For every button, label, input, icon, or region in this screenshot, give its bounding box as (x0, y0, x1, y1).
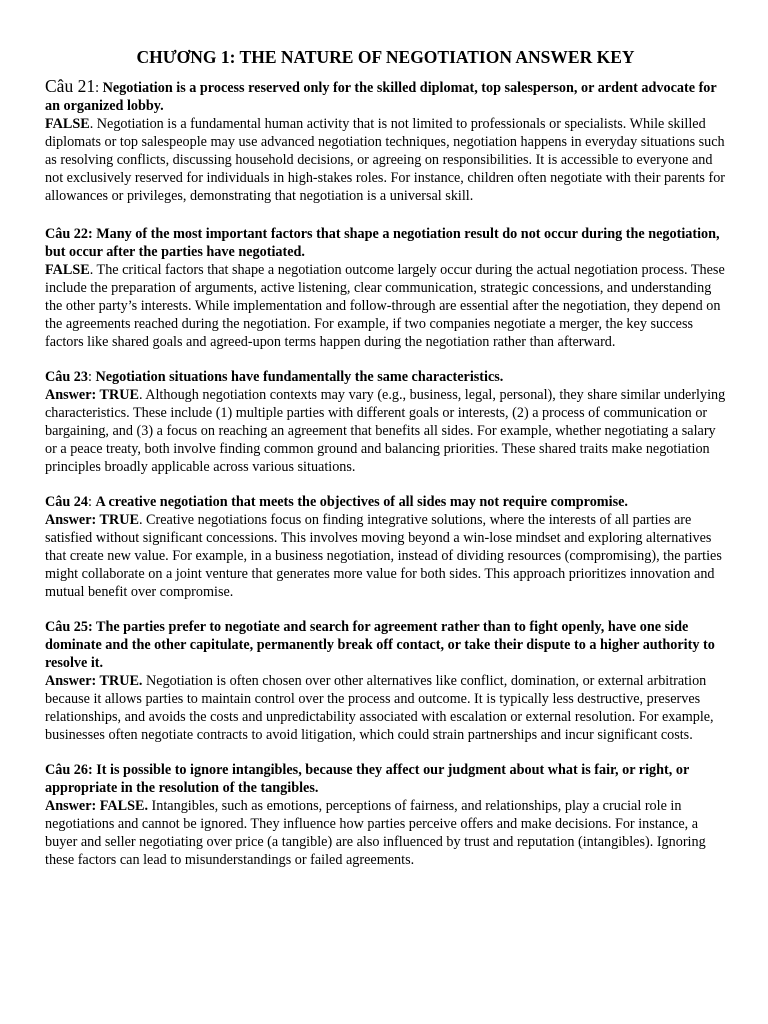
question-block-26 (45, 761, 726, 869)
answer-label: Answer: TRUE. (45, 673, 143, 689)
question: Câu 22: Many of the most important factors that shape a negotiation result do not occur during the negotiation, but occur after the parties have negotiated. (45, 226, 720, 260)
question-text: It is possible to ignore intangibles, because they affect our judgment about what is fair, or right, or appropriate in the resolution of the tangibles. (45, 762, 689, 796)
question-number: Câu 24 (45, 494, 88, 510)
answer (45, 386, 726, 476)
question: Câu 23: Negotiation situations have fundamentally the same characteristics. (45, 369, 504, 385)
question-block-22 (45, 225, 726, 351)
question: Câu 25: The parties prefer to negotiate and search for agreement rather than to fight openly, have one side dominate and the other capitulate, permanently break off contact, or take their dispute to a higher authority to resolve it. (45, 619, 715, 671)
question-number: Câu 26 (45, 762, 88, 778)
answer (45, 115, 726, 205)
question: Câu 26: It is possible to ignore intangibles, because they affect our judgment about what is fair, or right, or appropriate in the resolution of the tangibles. (45, 762, 689, 796)
answer-text: Intangibles, such as emotions, perceptions of fairness, and relationships, play a crucial role in negotiations and cannot be ignored. They influence how parties perceive offers and make decisions. For instance, a buyer and seller negotiating over price (a tangible) are also influenced by trust and reputation (intangibles). Ignoring these factors can lead to misunderstandings or failed agreements. (45, 798, 706, 868)
question-text: Negotiation is a process reserved only for the skilled diplomat, top salesperson, or ardent advocate for an organized lobby. (45, 80, 717, 114)
answer (45, 511, 726, 601)
question-number: Câu 22 (45, 226, 88, 242)
question-text: Many of the most important factors that shape a negotiation result do not occur during the negotiation, but occur after the parties have negotiated. (45, 226, 720, 260)
answer-label: FALSE (45, 262, 90, 278)
question-text: The parties prefer to negotiate and search for agreement rather than to fight openly, have one side dominate and the other capitulate, permanently break off contact, or take their dispute to a higher authority to resolve it. (45, 619, 715, 671)
answer-label: Answer: TRUE (45, 512, 139, 528)
page-title: CHƯƠNG 1: THE NATURE OF NEGOTIATION ANSWER KEY (136, 47, 635, 67)
answer-text: . Creative negotiations focus on finding integrative solutions, where the interests of all parties are satisfied without significant concessions. This involves moving beyond a win-lose mindset and exploring alternatives that create new value. For example, in a business negotiation, instead of dividing resources (compromising), the parties might collaborate on a joint venture that generates more value for both sides. This approach prioritizes innovation and mutual benefit over compromise. (45, 512, 722, 600)
question: Câu 21: Negotiation is a process reserved only for the skilled diplomat, top salesperson, or ardent advocate for an organized lobby. (45, 76, 717, 114)
question-number: Câu 25 (45, 619, 88, 635)
answer (45, 797, 726, 869)
question-number: Câu 21 (45, 76, 96, 96)
question-block-24 (45, 493, 726, 601)
answer-text: . The critical factors that shape a negotiation outcome largely occur during the actual negotiation process. These include the preparation of arguments, active listening, clear communication, strategic concessions, and understanding the other party’s interests. While implementation and follow-through are essential after the negotiation, they depend on the agreements reached during the negotiation. For example, if two companies negotiate a merger, the key success factors like shared goals and agreed-upon terms happen during the negotiation rather than afterward. (45, 262, 725, 350)
question-block-21 (45, 77, 726, 205)
question-block-25 (45, 618, 726, 744)
answer-label: Answer: TRUE (45, 387, 139, 403)
answer-label: Answer: FALSE. (45, 798, 148, 814)
question-block-23 (45, 368, 726, 476)
answer (45, 261, 726, 351)
answer-text: . Although negotiation contexts may vary (e.g., business, legal, personal), they share similar underlying characteristics. These include (1) multiple parties with different goals or interests, (2) a process of communication or bargaining, and (3) a focus on reaching an agreement that benefits all sides. For example, whether negotiating a salary or a peace treaty, both involve finding common ground and balancing priorities. These shared traits make negotiation principles broadly applicable across various situations. (45, 387, 726, 475)
question-number: Câu 23 (45, 369, 88, 385)
answer-label: FALSE (45, 116, 90, 132)
question-text: A creative negotiation that meets the objectives of all sides may not require compromise. (95, 494, 628, 510)
question-text: Negotiation situations have fundamentally the same characteristics. (95, 369, 504, 385)
question: Câu 24: A creative negotiation that meets the objectives of all sides may not require compromise. (45, 494, 628, 510)
answer (45, 672, 726, 744)
answer-text: . Negotiation is a fundamental human activity that is not limited to professionals or specialists. While skilled diplomats or top salespeople may use advanced negotiation techniques, negotiation happens in everyday situations such as resolving conflicts, discussing household decisions, or agreeing on responsibilities. It is accessible to everyone and not exclusively reserved for individuals in high-stakes roles. For instance, children often negotiate with their parents for allowances or privileges, demonstrating that negotiation is a universal skill. (45, 116, 726, 204)
answer-text: Negotiation is often chosen over other alternatives like conflict, domination, or external arbitration because it allows parties to maintain control over the process and outcome. It is typically less destructive, preserves relationships, and avoids the costs and unpredictability associated with escalation or external resolution. For example, businesses often negotiate contracts to avoid litigation, which could strain partnerships and incur significant costs. (45, 673, 714, 743)
